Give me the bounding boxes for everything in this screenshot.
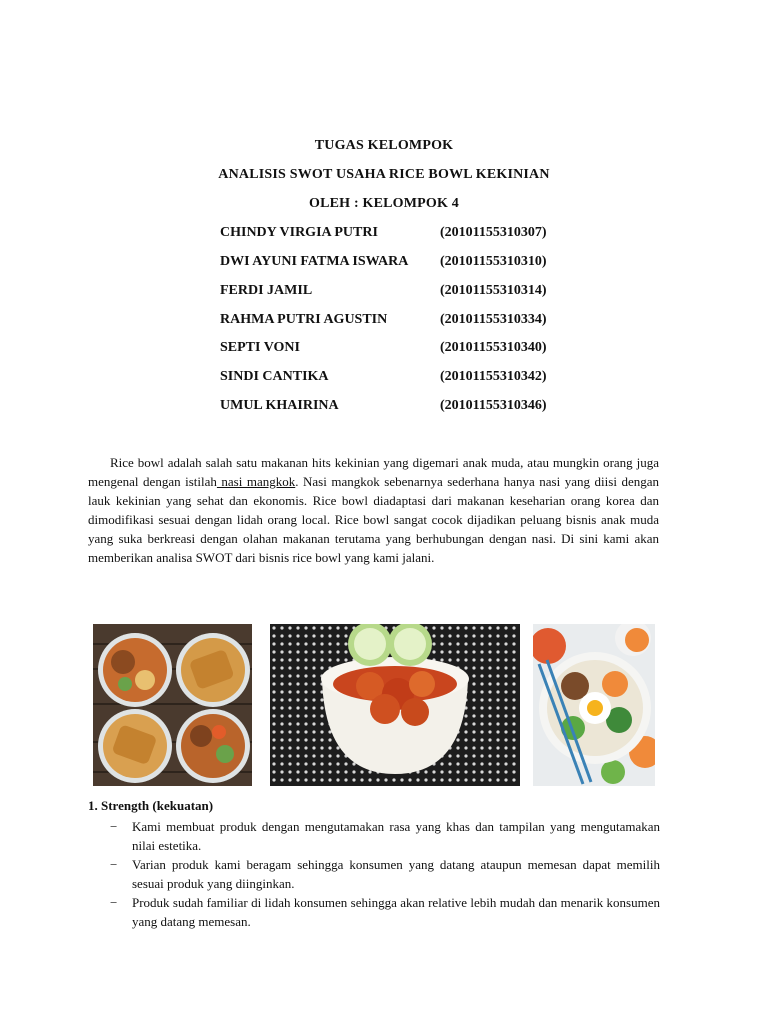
member-name: SEPTI VONI [220, 340, 300, 355]
list-item [110, 817, 660, 855]
list-item [110, 855, 660, 893]
member-name: RAHMA PUTRI AGUSTIN [220, 312, 388, 327]
list-item-text: Kami membuat produk dengan mengutamakan rasa yang khas dan tampilan yang mengutamakan nilai estetika. [132, 819, 660, 853]
member-id: (20101155310346) [440, 398, 547, 413]
list-item-text: Varian produk kami beragam sehingga konsumen yang datang ataupun memesan dapat memilih sesuai produk yang diinginkan. [132, 857, 660, 891]
chicken-bowl-photo [270, 624, 520, 786]
list-item [110, 893, 660, 931]
member-id: (20101155310342) [440, 369, 547, 384]
nasi-mangkok-term: nasi mangkok [216, 474, 296, 489]
member-name: CHINDY VIRGIA PUTRI [220, 225, 378, 240]
dash-marker: − [110, 895, 118, 910]
group-label: OLEH : KELOMPOK 4 [308, 196, 460, 211]
member-name: FERDI JAMIL [220, 283, 313, 298]
intro-paragraph [88, 453, 659, 567]
member-id: (20101155310307) [440, 225, 547, 240]
strength-heading: 1. Strength (kekuatan) [88, 798, 214, 813]
member-id: (20101155310340) [440, 340, 547, 355]
doc-subtitle: ANALISIS SWOT USAHA RICE BOWL KEKINIAN [218, 167, 550, 182]
dash-marker: − [110, 819, 118, 834]
member-name: SINDI CANTIKA [220, 369, 329, 384]
intro-text: Rice bowl adalah salah satu makanan hits kekinian yang digemari anak muda, atau mungkin orang juga mengenal dengan istilah [88, 455, 659, 489]
member-name: DWI AYUNI FATMA ISWARA [220, 254, 409, 269]
doc-title: TUGAS KELOMPOK [314, 138, 454, 153]
list-item-text: Produk sudah familiar di lidah konsumen sehingga akan relative lebih mudah dan menarik konsumen yang datang memesan. [132, 895, 660, 929]
member-name: UMUL KHAIRINA [220, 398, 339, 413]
strength-list [110, 817, 660, 931]
member-id: (20101155310334) [440, 312, 547, 327]
rice-bowls-photo [93, 624, 252, 786]
dash-marker: − [110, 857, 118, 872]
member-id: (20101155310310) [440, 254, 547, 269]
bibimbap-photo [533, 624, 655, 786]
member-id: (20101155310314) [440, 283, 547, 298]
intro-text: . Nasi mangkok sebenarnya sederhana hanya nasi yang diisi dengan lauk kekinian yang sehat dan ekonomis. Rice bowl diadaptasi dari makanan keseharian orang korea dan dimodifikasi sesuai dengan lidah orang local. Rice bowl sangat cocok dijadikan peluang bisnis anak muda yang suka berkreasi dengan olahan makanan terutama yang berhubungan dengan nasi. Di sini kami akan memberikan analisa SWOT dari bisnis rice bowl yang kami jalani. [88, 474, 659, 565]
